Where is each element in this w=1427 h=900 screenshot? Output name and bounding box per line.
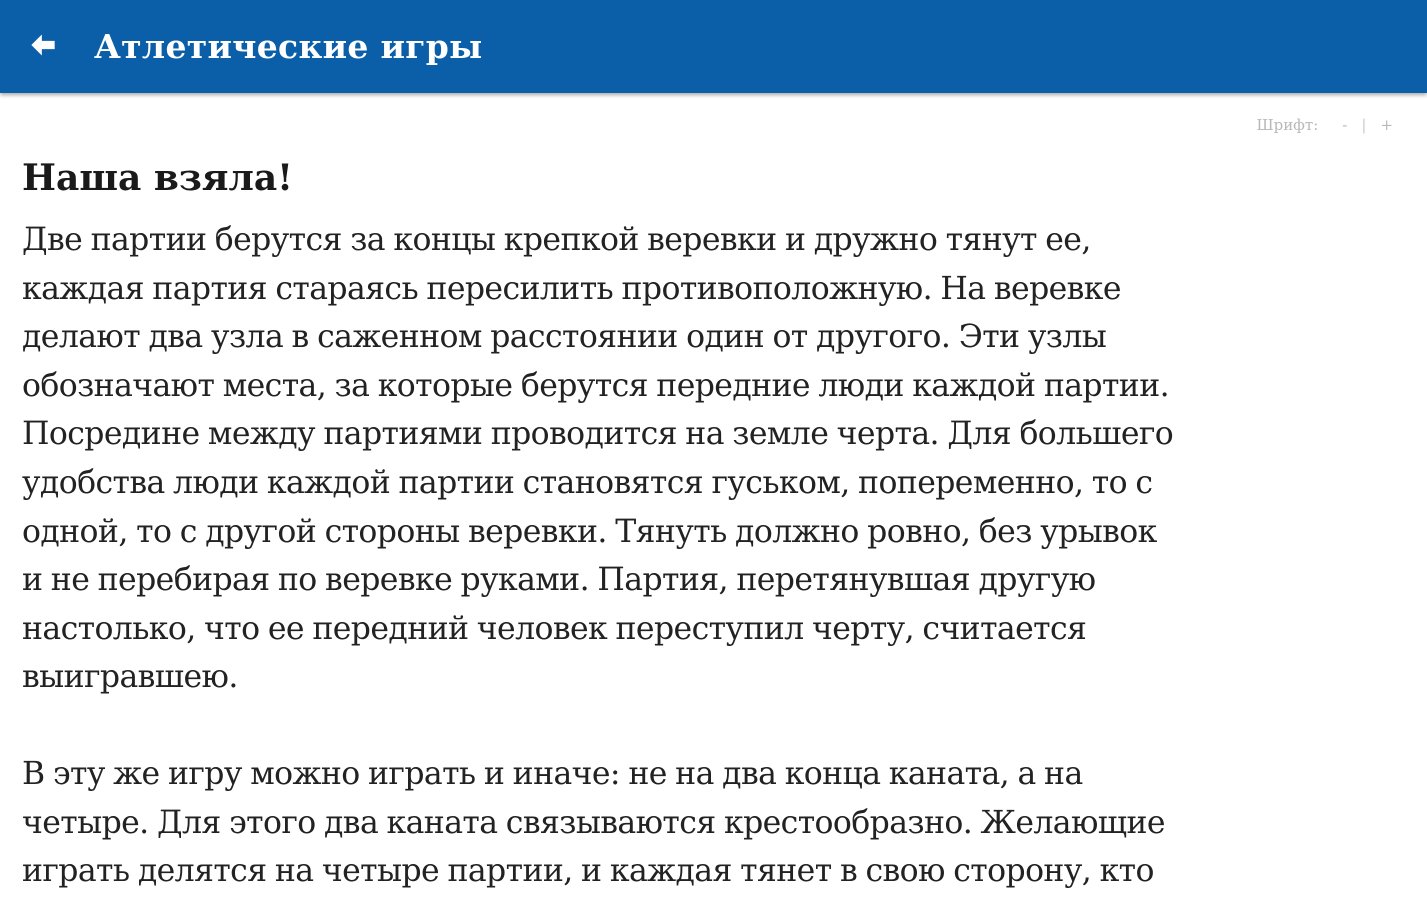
text-line: Посредине между партиями проводится на земле черта. Для большего bbox=[22, 416, 1174, 453]
text-line: удобства люди каждой партии становятся гуськом, попеременно, то с bbox=[22, 464, 1153, 501]
font-decrease-button[interactable]: - bbox=[1342, 116, 1348, 134]
text-line: и не перебирая по веревке руками. Партия, перетянувшая другую bbox=[22, 562, 1096, 599]
font-increase-button[interactable]: + bbox=[1380, 116, 1393, 134]
text-line: играть делятся на четыре партии, и каждая тянет в свою сторону, кто bbox=[22, 853, 1154, 890]
article-paragraph bbox=[22, 750, 1412, 896]
arrow-left-icon bbox=[29, 31, 57, 63]
text-line: одной, то с другой стороны веревки. Тянуть должно ровно, без урывок bbox=[22, 513, 1157, 550]
text-line: Две партии берутся за концы крепкой веревки и дружно тянут ее, bbox=[22, 222, 1091, 258]
app-bar bbox=[0, 0, 1427, 93]
text-line: делают два узла в саженном расстоянии один от другого. Эти узлы bbox=[22, 319, 1107, 356]
text-line: выигравшею. bbox=[22, 659, 238, 696]
font-size-controls bbox=[1256, 116, 1397, 134]
text-line: В эту же игру можно играть и иначе: не на два конца каната, а на bbox=[22, 755, 1083, 792]
article-title: Наша взяла! bbox=[22, 157, 293, 199]
text-line: настолько, что ее передний человек переступил черту, считается bbox=[22, 610, 1087, 647]
article-paragraph bbox=[22, 216, 1412, 702]
text-line: четыре. Для этого два каната связываются крестообразно. Желающие bbox=[22, 804, 1165, 841]
article bbox=[22, 152, 1412, 896]
text-line: обозначают места, за которые берутся передние люди каждой партии. bbox=[22, 367, 1170, 404]
font-controls-separator: | bbox=[1361, 116, 1367, 134]
app-bar-title: Атлетические игры bbox=[94, 27, 483, 66]
font-size-label: Шрифт: bbox=[1256, 116, 1319, 134]
back-button[interactable] bbox=[0, 0, 86, 93]
text-line: каждая партия стараясь пересилить противоположную. На веревке bbox=[22, 270, 1121, 307]
